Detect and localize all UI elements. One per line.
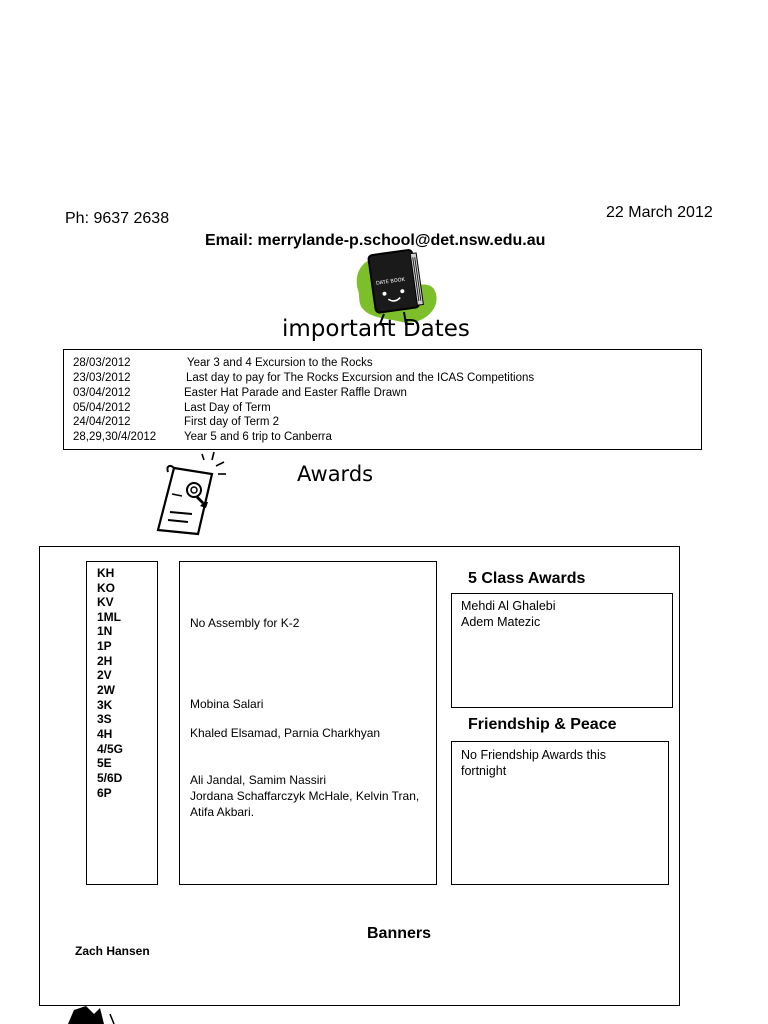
award-names-box xyxy=(179,561,437,885)
date-cell: 28/03/2012 xyxy=(73,357,131,369)
date-cell: 24/04/2012 xyxy=(73,416,131,428)
phone-number: Ph: 9637 2638 xyxy=(65,210,170,227)
class-awards-title: 5 Class Awards xyxy=(468,570,586,587)
class-code: 4/5G xyxy=(97,742,124,756)
class-code: 1P xyxy=(97,639,112,653)
class-code: KV xyxy=(97,595,114,609)
friendship-peace-title: Friendship & Peace xyxy=(468,716,617,733)
email-address: Email: merrylande-p.school@det.nsw.edu.au xyxy=(205,232,546,249)
friendship-peace-box xyxy=(451,741,669,885)
award-name: Ali Jandal, Samim Nassiri xyxy=(190,773,327,787)
class-code: 5/6D xyxy=(97,771,123,785)
class-awards-box xyxy=(451,593,673,708)
event-cell: Year 5 and 6 trip to Canberra xyxy=(184,431,332,443)
important-dates-table xyxy=(63,349,702,450)
date-cell: 28,29,30/4/2012 xyxy=(73,431,157,443)
class-code: 6P xyxy=(97,786,112,800)
event-cell: Easter Hat Parade and Easter Raffle Drawn xyxy=(184,387,407,399)
class-award-name: Adem Matezic xyxy=(461,615,541,629)
partial-clipart-icon xyxy=(64,1004,124,1024)
no-assembly-note: No Assembly for K-2 xyxy=(190,616,300,630)
class-code: 1ML xyxy=(97,610,121,624)
class-code: KO xyxy=(97,581,115,595)
award-name: Jordana Schaffarczyk McHale, Kelvin Tran, Atifa Akbari. xyxy=(190,789,420,819)
awards-heading: Awards xyxy=(297,462,374,486)
date-cell: 05/04/2012 xyxy=(73,402,131,414)
class-code: 4H xyxy=(97,727,113,741)
class-list xyxy=(86,561,158,885)
award-certificate-icon xyxy=(152,452,228,538)
class-code: 5E xyxy=(97,756,112,770)
class-code: KH xyxy=(97,566,115,580)
class-code: 2V xyxy=(97,668,112,682)
event-cell: First day of Term 2 xyxy=(184,416,280,428)
diary-label: DATE BOOK xyxy=(375,276,406,287)
class-code: 3K xyxy=(97,698,113,712)
date-cell: 23/03/2012 xyxy=(73,372,131,384)
class-code: 3S xyxy=(97,712,112,726)
class-code: 2H xyxy=(97,654,113,668)
date-cell: 03/04/2012 xyxy=(73,387,131,399)
banners-title: Banners xyxy=(367,925,432,942)
award-name: Khaled Elsamad, Parnia Charkhyan xyxy=(190,726,381,740)
banner-name: Zach Hansen xyxy=(75,944,150,958)
event-cell: Last day to pay for The Rocks Excursion and the ICAS Competitions xyxy=(186,372,535,384)
class-award-name: Mehdi Al Ghalebi xyxy=(461,599,556,613)
important-dates-heading: important Dates xyxy=(282,316,470,342)
event-cell: Last Day of Term xyxy=(184,402,271,414)
class-code: 2W xyxy=(97,683,115,697)
event-cell: Year 3 and 4 Excursion to the Rocks xyxy=(187,357,373,369)
award-name: Mobina Salari xyxy=(190,697,264,711)
class-code: 1N xyxy=(97,624,113,638)
friendship-note: No Friendship Awards this fortnight xyxy=(461,748,606,778)
newsletter-date: 22 March 2012 xyxy=(606,204,713,221)
